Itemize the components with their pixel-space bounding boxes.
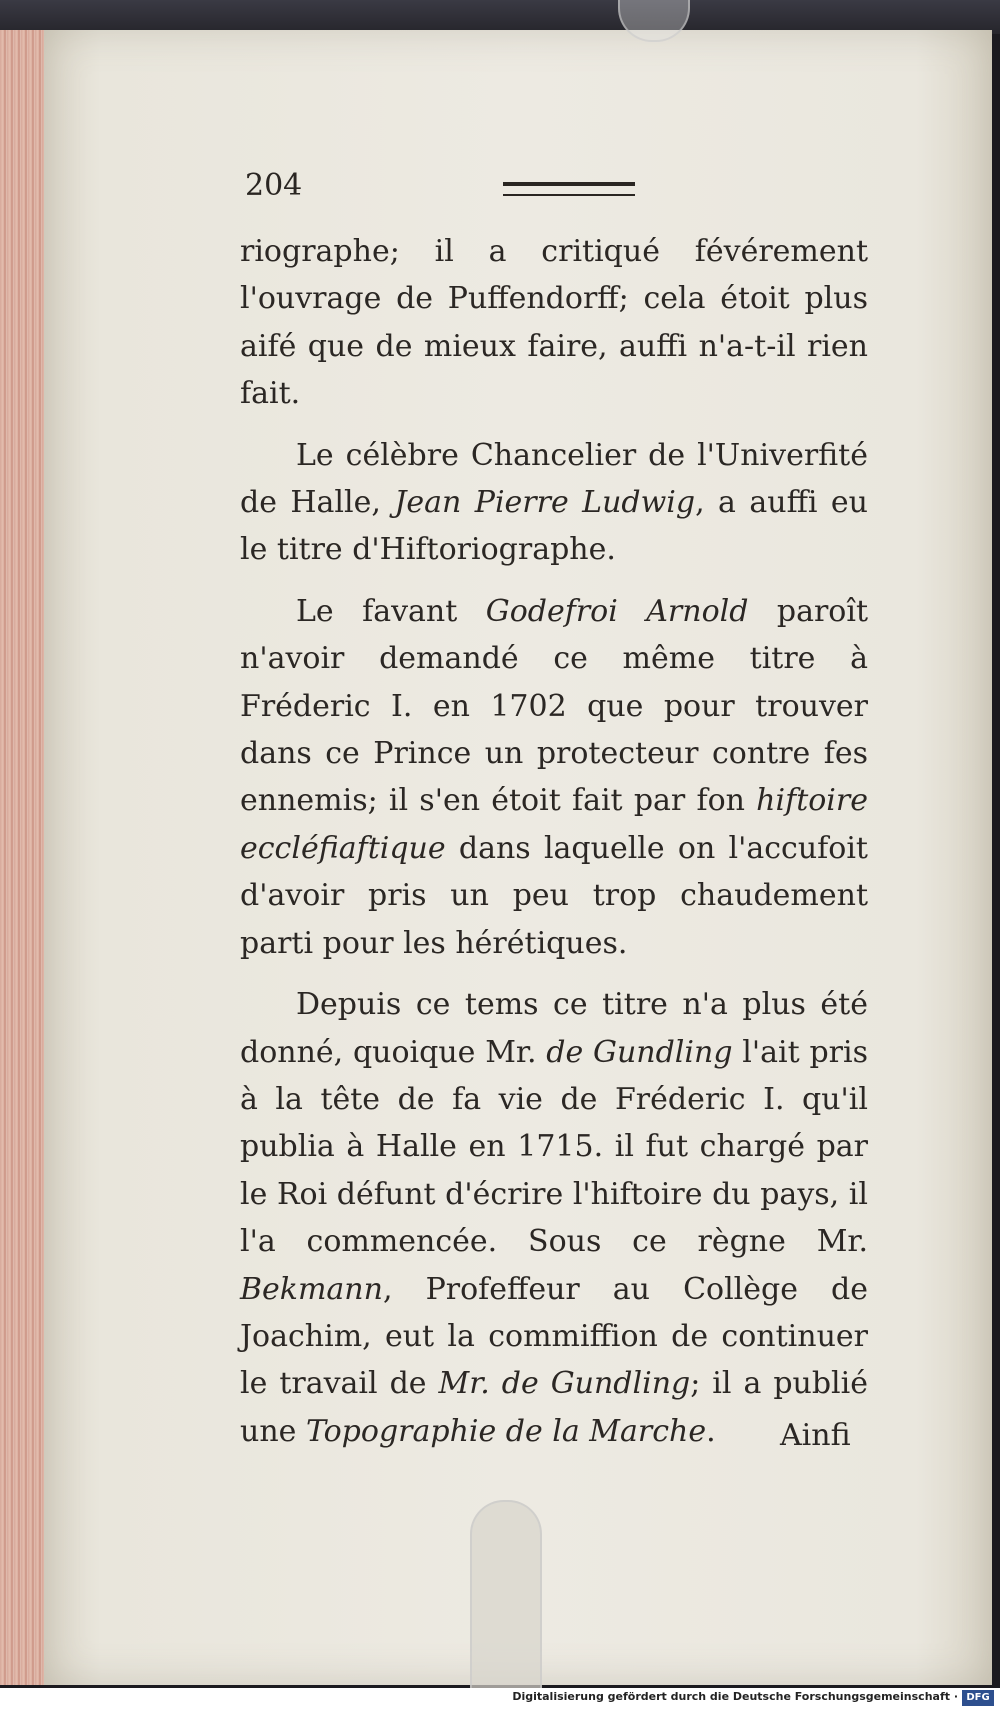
text-run: , a auffi eu le titre d'Hiftoriographe.: [240, 485, 868, 568]
text-run: l'ait pris à la tête de fa vie de Fréderic I. qu'il publia à Halle en 1715. il fut chargé par le Roi défunt d'écrire l'hiftoire du pays, il l'a commencée. Sous ce règne Mr.: [240, 1034, 868, 1260]
header-rule: [503, 182, 635, 196]
text-run: dans laquelle on l'accufoit d'avoir pris un peu trop chaudement parti pour les hérétiques.: [240, 830, 868, 961]
italic-text: Jean Pierre Ludwig: [394, 485, 696, 521]
paragraph: [240, 981, 868, 1455]
page-body-text: [240, 228, 868, 1469]
paragraph: [240, 228, 868, 418]
italic-text: Godefroi Arnold: [485, 593, 749, 629]
text-run: Le célèbre Chancelier de l'Univerfité de Halle,: [240, 437, 868, 521]
text-run: ; il a publié une: [240, 1366, 868, 1449]
page-header: [245, 168, 885, 208]
scan-background: [0, 0, 1000, 34]
page-number: 204: [245, 168, 303, 203]
paragraph: [240, 432, 868, 574]
text-run: , Profeffeur au Collège de Joachim, eut la commiffion de continuer le travail de: [240, 1271, 868, 1402]
text-run: Depuis ce tems ce titre n'a plus été donné, quoique Mr.: [240, 987, 868, 1070]
page-clip-bottom: [470, 1500, 542, 1692]
italic-text: Bekmann: [240, 1271, 383, 1307]
italic-text: de Gundling: [546, 1034, 733, 1070]
text-run: .: [706, 1413, 716, 1449]
italic-text: hiftoire eccléfiaftique: [240, 783, 868, 866]
italic-text: Mr. de Gundling: [438, 1366, 691, 1402]
book-page-edges: [0, 30, 48, 1685]
paragraph: [240, 588, 868, 967]
footer-credit: Digitalisierung gefördert durch die Deutsche Forschungsgemeinschaft ·: [512, 1690, 958, 1703]
text-run: riographe; il a critiqué févérement l'ouvrage de Puffendorff; cela étoit plus aifé que de mieux faire, auffi n'a-t-il rien fait.: [240, 234, 868, 412]
text-run: Le favant: [296, 593, 486, 629]
text-run: paroît n'avoir demandé ce même titre à Fréderic I. en 1702 que pour trouver dans ce Prince un protecteur contre fes ennemis; il s'en étoit fait par fon: [240, 593, 869, 819]
digitization-footer: [0, 1688, 1000, 1709]
catchword: Ainfi: [780, 1418, 851, 1453]
dfg-logo: DFG: [962, 1690, 994, 1706]
italic-text: Topographie de la Marche: [305, 1413, 707, 1449]
